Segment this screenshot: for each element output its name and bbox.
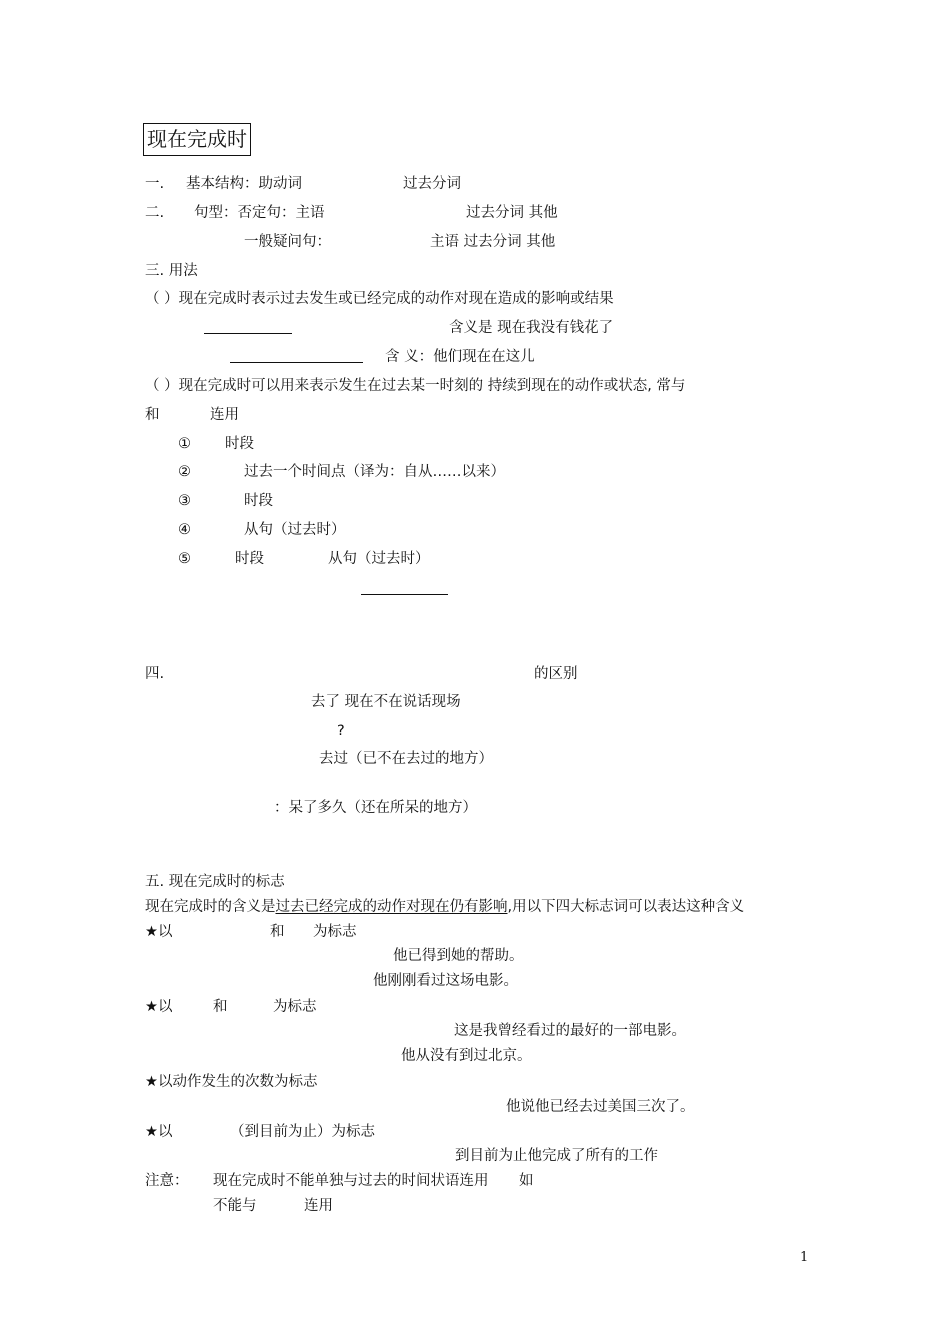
usage-2-text: （ ）现在完成时可以用来表示发生在过去某一时刻的 持续到现在的动作或状态, 常与 (145, 378, 686, 394)
structure-label: 基本结构：助动词 (186, 176, 302, 192)
list-item: 时段 (244, 493, 273, 509)
example-sentence: 他说他已经去过美国三次了。 (506, 1099, 695, 1115)
example-sentence: 到目前为止他完成了所有的工作 (455, 1148, 658, 1164)
list-item-marker: ③ (178, 493, 191, 509)
section-number: 四. (145, 666, 165, 682)
section-heading: 三. 用法 (145, 263, 198, 279)
list-item-marker: ⑤ (178, 551, 191, 567)
fill-blank-line (230, 362, 363, 363)
usage-1-meaning-1: 含义是 现在我没有钱花了 (449, 320, 614, 336)
difference-line: ：呆了多久（还在所呆的地方） (274, 800, 477, 816)
note-text: 现在完成时不能单独与过去的时间状语连用 (213, 1173, 489, 1189)
signal-intro-end: ,用以下四大标志词可以表达这种含义 (507, 899, 745, 915)
signal-intro (145, 898, 744, 916)
usage-1-meaning-2: 含 义：他们现在在这儿 (385, 349, 535, 365)
signal-marker: ★以 (145, 924, 173, 940)
note-text: 不能与 (213, 1198, 257, 1214)
usage-2-and: 和 (145, 407, 160, 423)
signal-marker: ★以动作发生的次数为标志 (145, 1074, 318, 1090)
signal-marker: ★以 (145, 1124, 173, 1140)
list-item-extra: 从句（过去时） (328, 551, 430, 567)
fill-blank-line (204, 333, 292, 334)
difference-line: 去了 现在不在说话现场 (311, 694, 461, 710)
list-item-marker: ② (178, 464, 191, 480)
signal-tail: 为标志 (273, 999, 317, 1015)
signal-marker: ★以 (145, 999, 173, 1015)
signal-tail: 为标志 (313, 924, 357, 940)
list-item: 过去一个时间点（译为：自从……以来） (244, 464, 505, 480)
signal-intro-start: 现在完成时的含义是 (145, 899, 276, 915)
example-sentence: 他刚刚看过这场电影。 (373, 973, 518, 989)
signal-and: 和 (213, 999, 228, 1015)
difference-heading-tail: 的区别 (534, 666, 578, 682)
signal-and: 和 (270, 924, 285, 940)
difference-line: ? (337, 723, 345, 739)
example-sentence: 他已得到她的帮助。 (393, 948, 524, 964)
negative-pattern-tail: 过去分词 其他 (466, 205, 558, 221)
structure-participle: 过去分词 (403, 176, 461, 192)
page-title: 现在完成时 (143, 123, 251, 156)
negative-pattern-label: 句型：否定句：主语 (194, 205, 325, 221)
section-number: 二. (145, 205, 165, 221)
usage-1-text: （ ）现在完成时表示过去发生或已经完成的动作对现在造成的影响或结果 (145, 291, 614, 307)
list-item: 时段 (235, 551, 264, 567)
list-item: 时段 (225, 436, 254, 452)
page-number: 1 (800, 1250, 809, 1265)
list-item-marker: ① (178, 436, 191, 452)
signal-intro-underlined: 过去已经完成的动作对现在仍有影响 (275, 899, 508, 915)
question-pattern-label: 一般疑问句： (244, 234, 331, 250)
fill-blank-line (361, 594, 448, 595)
note-text: 连用 (304, 1198, 333, 1214)
section-number: 一. (145, 176, 165, 192)
list-item: 从句（过去时） (244, 522, 346, 538)
difference-line: 去过（已不在去过的地方） (319, 751, 493, 767)
signal-tail: （到目前为止）为标志 (230, 1124, 375, 1140)
example-sentence: 他从没有到过北京。 (401, 1048, 532, 1064)
question-pattern-tail: 主语 过去分词 其他 (430, 234, 556, 250)
list-item-marker: ④ (178, 522, 191, 538)
section-heading: 五. 现在完成时的标志 (145, 874, 285, 890)
example-sentence: 这是我曾经看过的最好的一部电影。 (454, 1023, 686, 1039)
note-example-lead: 如 (519, 1173, 534, 1189)
note-label: 注意： (145, 1173, 189, 1189)
usage-2-tail: 连用 (210, 407, 239, 423)
